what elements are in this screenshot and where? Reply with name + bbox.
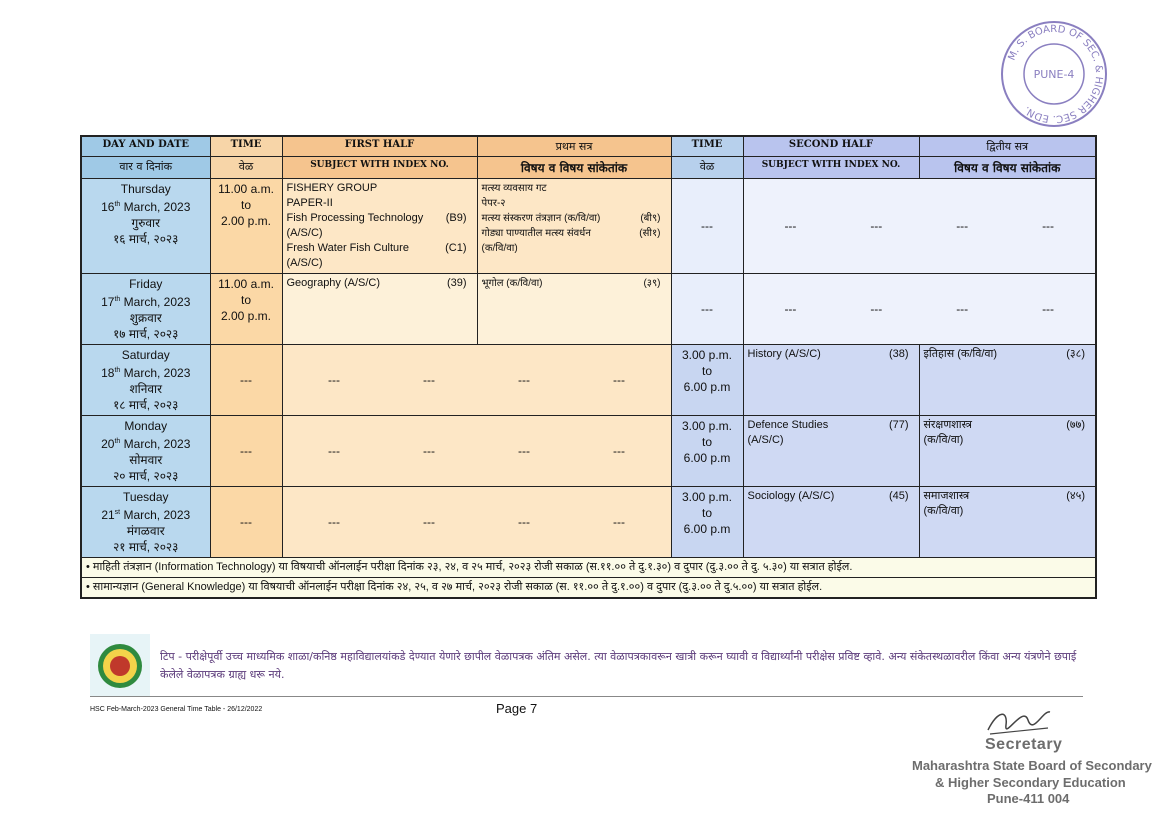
subject-index (437, 256, 473, 271)
date-suffix: th (114, 201, 121, 208)
time-line: --- (701, 219, 713, 233)
subject-index: (४५) (1066, 490, 1085, 502)
day-en: Tuesday (122, 490, 169, 504)
subject-line (924, 347, 1092, 362)
subject-name: Fresh Water Fish Culture (286, 242, 409, 254)
dash-mark: --- (956, 302, 969, 316)
date-rest: March, 2023 (123, 295, 191, 309)
signatory-line-3: & Higher Secondary Education (935, 775, 1126, 790)
first-half-subjects (282, 345, 671, 416)
time-line: 3.00 p.m. (681, 348, 733, 362)
second-half-subjects (743, 179, 1096, 274)
date-rest: March, 2023 (123, 508, 191, 522)
date-suffix: st (114, 509, 121, 516)
signatory-line-4: Pune-411 004 (987, 791, 1070, 806)
subject-name: Defence Studies (747, 419, 829, 431)
table-row (81, 274, 1096, 345)
subject-name: इतिहास (क/वि/वा) (923, 348, 998, 360)
time-line: --- (240, 444, 252, 458)
subject-line (748, 418, 915, 433)
subject-index: (३९) (643, 278, 661, 289)
first-half-subjects (282, 487, 671, 558)
dash-mark: --- (784, 302, 797, 316)
date-number: 18 (101, 366, 115, 380)
date-mr: १६ मार्च, २०२३ (113, 232, 179, 246)
time-line: 3.00 p.m. (681, 490, 733, 504)
subject-index: (७७) (1066, 419, 1085, 431)
first-half-subject-mr (477, 274, 671, 345)
date-mr: २० मार्च, २०२३ (113, 469, 179, 483)
subject-name: गोड्या पाण्यातील मत्स्य संवर्धन (481, 228, 591, 239)
time-line: to (240, 198, 251, 212)
empty-slot (287, 444, 667, 458)
note-information-technology: • माहिती तंत्रज्ञान (Information Technology) या विषयाची ऑनलाईन परीक्षा दिनांक २३, २४, व २५ मार्च, २०२३ रोजी सकाळ (स.११.०० ते दु.१.३०) व दुपार (दु.३.०० ते दु. ५.३०) या सत्रात होईल. (81, 558, 1096, 578)
time-cell-second (671, 179, 743, 274)
subject-name: Fish Processing Technology (286, 212, 424, 224)
dash-mark: --- (613, 515, 625, 529)
date-suffix: th (114, 367, 121, 374)
header-time-2: TIME (671, 136, 743, 157)
table-row (81, 345, 1096, 416)
dash-mark: --- (423, 515, 435, 529)
header-day-date-mr: वार व दिनांक (81, 157, 210, 179)
first-half-subject-mr (477, 179, 671, 274)
day-mr: शुक्रवार (129, 311, 162, 325)
svg-text:M. S. BOARD OF SEC. & HIGHER S: M. S. BOARD OF SEC. & HIGHER SEC. EDN. (1006, 23, 1105, 125)
time-line: to (701, 364, 712, 378)
header-time-2-mr: वेळ (671, 157, 743, 179)
subject-index (631, 196, 667, 211)
table-row (81, 416, 1096, 487)
subject-name: FISHERY GROUP (286, 182, 378, 194)
subject-name: (क/वि/वा) (923, 505, 964, 517)
dash-mark: --- (1042, 302, 1055, 316)
day-mr: गुरुवार (131, 216, 161, 230)
time-table (80, 135, 1097, 599)
subject-name: (क/वि/वा) (481, 243, 518, 254)
date-mr: १७ मार्च, २०२३ (113, 327, 179, 341)
board-seal-stamp (998, 18, 1110, 130)
dash-mark: --- (518, 515, 530, 529)
header-subject-en-2: SUBJECT WITH INDEX NO. (743, 157, 919, 179)
header-subject-mr-2: विषय व विषय सांकेतांक (919, 157, 1096, 179)
subject-line (748, 433, 915, 448)
tip-text: टिप - परीक्षेपूर्वी उच्च माध्यमिक शाळा/कनिष्ठ महाविद्यालयांकडे देण्यात येणारे छापील वेळापत्रक अंतिम असेल. त्या वेळापत्रकावरून खात्री करून घ्यावी व विद्यार्थ्यांनी परीक्षेस प्रविष्ट व्हावे. अन्य संकेतस्थळावरील किंवा अन्य यंत्रणेने छपाई केलेले वेळापत्रक ग्राह्य धरू नये. (160, 650, 1077, 681)
second-half-subject-en (743, 345, 919, 416)
time-cell-first (210, 416, 282, 487)
subject-index (631, 241, 667, 256)
second-half-subject-mr (919, 487, 1096, 558)
date-rest: March, 2023 (123, 437, 191, 451)
date-en (86, 363, 206, 381)
header-subject-en-1: SUBJECT WITH INDEX NO. (282, 157, 477, 179)
note-general-knowledge: • सामान्यज्ञान (General Knowledge) या विषयाची ऑनलाईन परीक्षा दिनांक २४, २५, व २७ मार्च, २०२३ रोजी सकाळ (स. ११.०० ते दु.१.००) व दुपार (दु.३.०० ते दु.५.००) या सत्रात होईल. (81, 578, 1096, 599)
subject-name: संरक्षणशास्त्र (923, 419, 972, 431)
header-subject-mr-1: विषय व विषय सांकेतांक (477, 157, 671, 179)
subject-line (287, 241, 473, 256)
subject-index: (सी१) (639, 228, 661, 239)
time-cell-second (671, 416, 743, 487)
time-line: 11.00 a.m. (218, 182, 274, 196)
date-en (86, 292, 206, 310)
time-line: 6.00 p.m (683, 522, 731, 536)
time-cell-second (671, 487, 743, 558)
subject-index: (B9) (445, 212, 467, 224)
subject-line (748, 347, 915, 362)
time-cell-second (671, 274, 743, 345)
date-cell (81, 416, 210, 487)
dash-mark: --- (518, 444, 530, 458)
date-cell (81, 274, 210, 345)
time-line: 2.00 p.m. (220, 214, 272, 228)
dash-mark: --- (870, 219, 883, 233)
signatory-title: Secretary (985, 736, 1063, 753)
subject-index (879, 433, 915, 448)
date-en (86, 505, 206, 523)
subject-line (287, 211, 473, 226)
first-half-subject-en (282, 179, 477, 274)
header-first-half-en: FIRST HALF (282, 136, 477, 157)
dash-mark: --- (613, 373, 625, 387)
subject-name: Geography (A/S/C) (286, 277, 381, 289)
subject-line (482, 181, 667, 196)
subject-index (437, 181, 473, 196)
date-cell (81, 179, 210, 274)
table-row (81, 487, 1096, 558)
subject-index: (बी९) (640, 213, 661, 224)
date-mr: १८ मार्च, २०२३ (113, 398, 179, 412)
time-cell-first (210, 274, 282, 345)
subject-name: (क/वि/वा) (923, 434, 964, 446)
subject-line (482, 241, 667, 256)
subject-name: भूगोल (क/वि/वा) (481, 278, 543, 289)
day-mr: सोमवार (129, 453, 163, 467)
header-time-1-mr: वेळ (210, 157, 282, 179)
subject-index (631, 181, 667, 196)
second-half-subject-en (743, 416, 919, 487)
dash-mark: --- (1042, 219, 1055, 233)
subject-index: (39) (446, 277, 467, 289)
subject-line (924, 433, 1092, 448)
subject-line (287, 276, 473, 291)
empty-slot (748, 302, 1092, 316)
time-line: 6.00 p.m (683, 451, 731, 465)
subject-index: (38) (888, 348, 909, 360)
date-number: 20 (101, 437, 115, 451)
subject-index: (77) (888, 419, 909, 431)
date-en (86, 434, 206, 452)
subject-name: मत्स्य व्यवसाय गट (481, 183, 547, 194)
subject-line (924, 504, 1092, 519)
subject-name: मत्स्य संस्करण तंत्रज्ञान (क/वि/वा) (481, 213, 601, 224)
empty-slot (287, 373, 667, 387)
day-mr: मंगळवार (126, 524, 165, 538)
first-half-subjects (282, 416, 671, 487)
subject-name: (A/S/C) (286, 227, 323, 239)
subject-index: (३८) (1066, 348, 1085, 360)
header-time-1: TIME (210, 136, 282, 157)
time-line: 2.00 p.m. (220, 309, 272, 323)
subject-line (748, 489, 915, 504)
subject-index (1055, 433, 1091, 448)
subject-name: पेपर-२ (481, 198, 506, 209)
signature-icon (978, 700, 1058, 740)
dash-mark: --- (613, 444, 625, 458)
subject-line (924, 489, 1092, 504)
subject-line (482, 276, 667, 291)
dash-mark: --- (784, 219, 797, 233)
subject-name: PAPER-II (286, 197, 333, 209)
header-second-half-en: SECOND HALF (743, 136, 919, 157)
time-cell-first (210, 179, 282, 274)
time-line: --- (240, 373, 252, 387)
footer-divider (90, 696, 1083, 697)
time-line: 11.00 a.m. (218, 277, 274, 291)
day-en: Friday (129, 277, 163, 291)
subject-line (482, 196, 667, 211)
page-number: Page 7 (496, 701, 538, 716)
second-half-subjects (743, 274, 1096, 345)
day-en: Thursday (120, 182, 171, 196)
dash-mark: --- (956, 219, 969, 233)
svg-text:PUNE-4: PUNE-4 (1033, 68, 1075, 81)
footnote (90, 634, 1090, 696)
empty-slot (287, 515, 667, 529)
subject-line (287, 181, 473, 196)
dash-mark: --- (328, 373, 340, 387)
subject-name: (A/S/C) (747, 434, 784, 446)
empty-slot (748, 219, 1092, 233)
subject-line (482, 211, 667, 226)
subject-index: (45) (888, 490, 909, 502)
time-line: --- (701, 302, 713, 316)
time-line: --- (240, 515, 252, 529)
footer-doc-label: HSC Feb-March-2023 General Time Table - 26/12/2022 (90, 706, 263, 713)
date-number: 21 (101, 508, 115, 522)
day-en: Monday (124, 419, 168, 433)
time-line: 6.00 p.m (683, 380, 731, 394)
date-suffix: th (114, 296, 121, 303)
day-en: Saturday (121, 348, 170, 362)
time-line: to (701, 506, 712, 520)
second-half-subject-mr (919, 345, 1096, 416)
table-row (81, 179, 1096, 274)
dash-mark: --- (423, 373, 435, 387)
subject-index (437, 226, 473, 241)
subject-index (1055, 504, 1091, 519)
subject-name: Sociology (A/S/C) (747, 490, 835, 502)
subject-line (482, 226, 667, 241)
dash-mark: --- (328, 515, 340, 529)
time-line: to (240, 293, 251, 307)
date-rest: March, 2023 (123, 366, 191, 380)
second-half-subject-mr (919, 416, 1096, 487)
dash-mark: --- (870, 302, 883, 316)
first-half-subject-en (282, 274, 477, 345)
date-cell (81, 345, 210, 416)
signatory-line-2: Maharashtra State Board of Secondary (912, 758, 1152, 773)
header-first-half-mr: प्रथम सत्र (477, 136, 671, 157)
date-suffix: th (114, 438, 121, 445)
date-number: 16 (101, 200, 115, 214)
dash-mark: --- (423, 444, 435, 458)
date-cell (81, 487, 210, 558)
subject-line (287, 256, 473, 271)
date-number: 17 (101, 295, 115, 309)
time-cell-first (210, 345, 282, 416)
date-en (86, 197, 206, 215)
dash-mark: --- (518, 373, 530, 387)
time-cell-second (671, 345, 743, 416)
subject-line (287, 196, 473, 211)
time-line: 3.00 p.m. (681, 419, 733, 433)
date-mr: २१ मार्च, २०२३ (113, 540, 179, 554)
time-line: to (701, 435, 712, 449)
subject-line (287, 226, 473, 241)
day-mr: शनिवार (129, 382, 163, 396)
subject-name: समाजशास्त्र (923, 490, 970, 502)
board-logo-icon (90, 634, 150, 696)
time-cell-first (210, 487, 282, 558)
subject-index (437, 196, 473, 211)
subject-line (924, 418, 1092, 433)
header-day-date: DAY AND DATE (81, 136, 210, 157)
dash-mark: --- (328, 444, 340, 458)
subject-index: (C1) (445, 242, 467, 254)
header-second-half-mr: द्वितीय सत्र (919, 136, 1096, 157)
second-half-subject-en (743, 487, 919, 558)
subject-name: (A/S/C) (286, 257, 323, 269)
date-rest: March, 2023 (123, 200, 191, 214)
subject-name: History (A/S/C) (747, 348, 821, 360)
